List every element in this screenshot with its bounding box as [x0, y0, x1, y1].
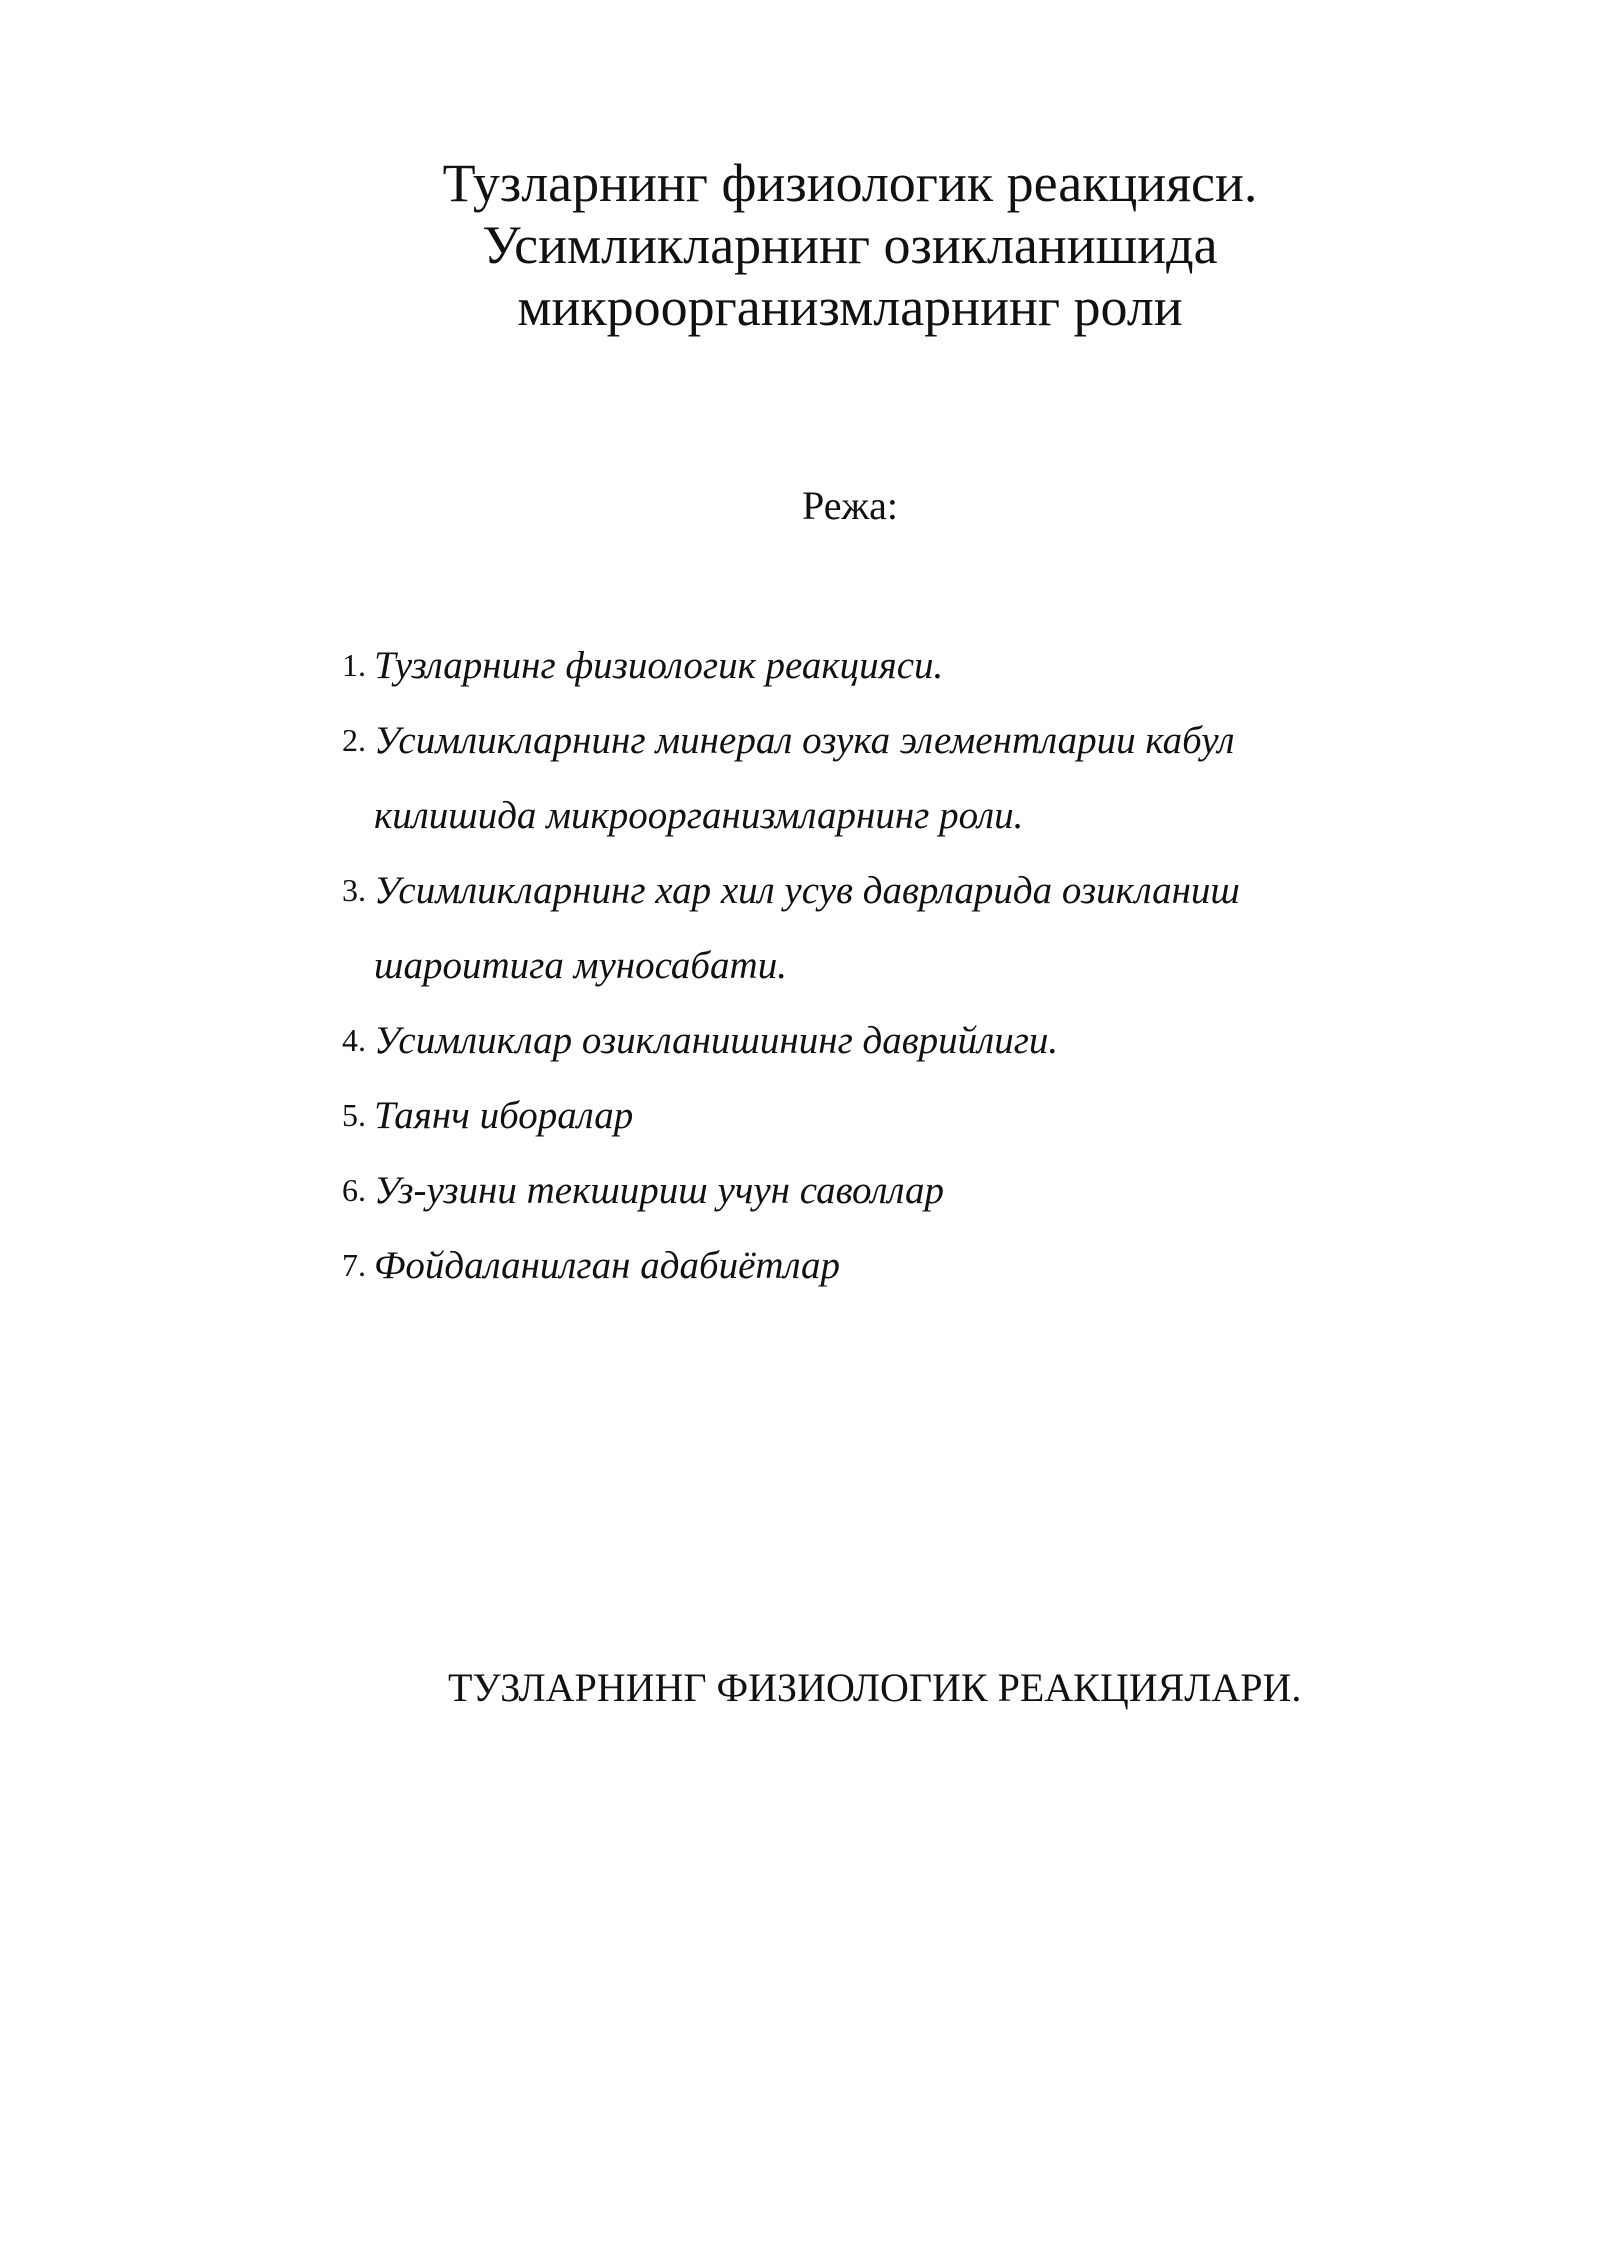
plan-item-number: 6.	[342, 1172, 366, 1208]
plan-item-line: Усимликларнинг минерал озука элементларии кабул	[374, 719, 1235, 762]
title-line: Усимликларнинг озикланишида	[482, 215, 1218, 275]
plan-item	[318, 1228, 1418, 1303]
plan-item-number: 3.	[342, 872, 366, 908]
plan-item-number: 5.	[342, 1097, 366, 1133]
plan-item-line: Фойдаланилган адабиётлар	[374, 1244, 841, 1287]
plan-item	[318, 1003, 1418, 1078]
plan-item-line: Уз-узини текшириш учун саволлар	[374, 1169, 945, 1212]
plan-item-text	[374, 1228, 1418, 1303]
plan-item-number: 1.	[342, 647, 366, 683]
section-heading: ТУЗЛАРНИНГ ФИЗИОЛОГИК РЕАКЦИЯЛАРИ.	[448, 1665, 1302, 1710]
plan-item-text	[374, 1003, 1418, 1078]
plan-item	[318, 703, 1418, 853]
plan-item	[318, 853, 1418, 1003]
title-line: микроорганизмларнинг роли	[517, 277, 1183, 337]
plan-item-text	[374, 853, 1418, 1003]
plan-item-line: Таянч иборалар	[374, 1094, 634, 1137]
plan-item-line: Усимликлар озикланишининг даврийлиги.	[374, 1019, 1059, 1062]
plan-item-text	[374, 1078, 1418, 1153]
plan-item-line: килишида микроорганизмларнинг роли.	[374, 794, 1024, 837]
plan-list	[318, 628, 1418, 1303]
plan-item-line: Усимликларнинг хар хил усув даврларида озикланиш	[374, 869, 1240, 912]
plan-item-text	[374, 628, 1418, 703]
plan-item-number: 7.	[342, 1247, 366, 1283]
plan-item	[318, 1153, 1418, 1228]
plan-item-text	[374, 1153, 1418, 1228]
plan-item-line: шароитига муносабати.	[374, 944, 787, 987]
plan-heading: Режа:	[802, 483, 898, 528]
document-title	[300, 152, 1400, 338]
title-line: Тузларнинг физиологик реакцияси.	[442, 153, 1258, 213]
plan-item-text	[374, 703, 1418, 853]
plan-item-number: 4.	[342, 1022, 366, 1058]
plan-item	[318, 1078, 1418, 1153]
plan-item	[318, 628, 1418, 703]
plan-item-line: Тузларнинг физиологик реакцияси.	[374, 644, 944, 687]
plan-item-number: 2.	[342, 722, 366, 758]
